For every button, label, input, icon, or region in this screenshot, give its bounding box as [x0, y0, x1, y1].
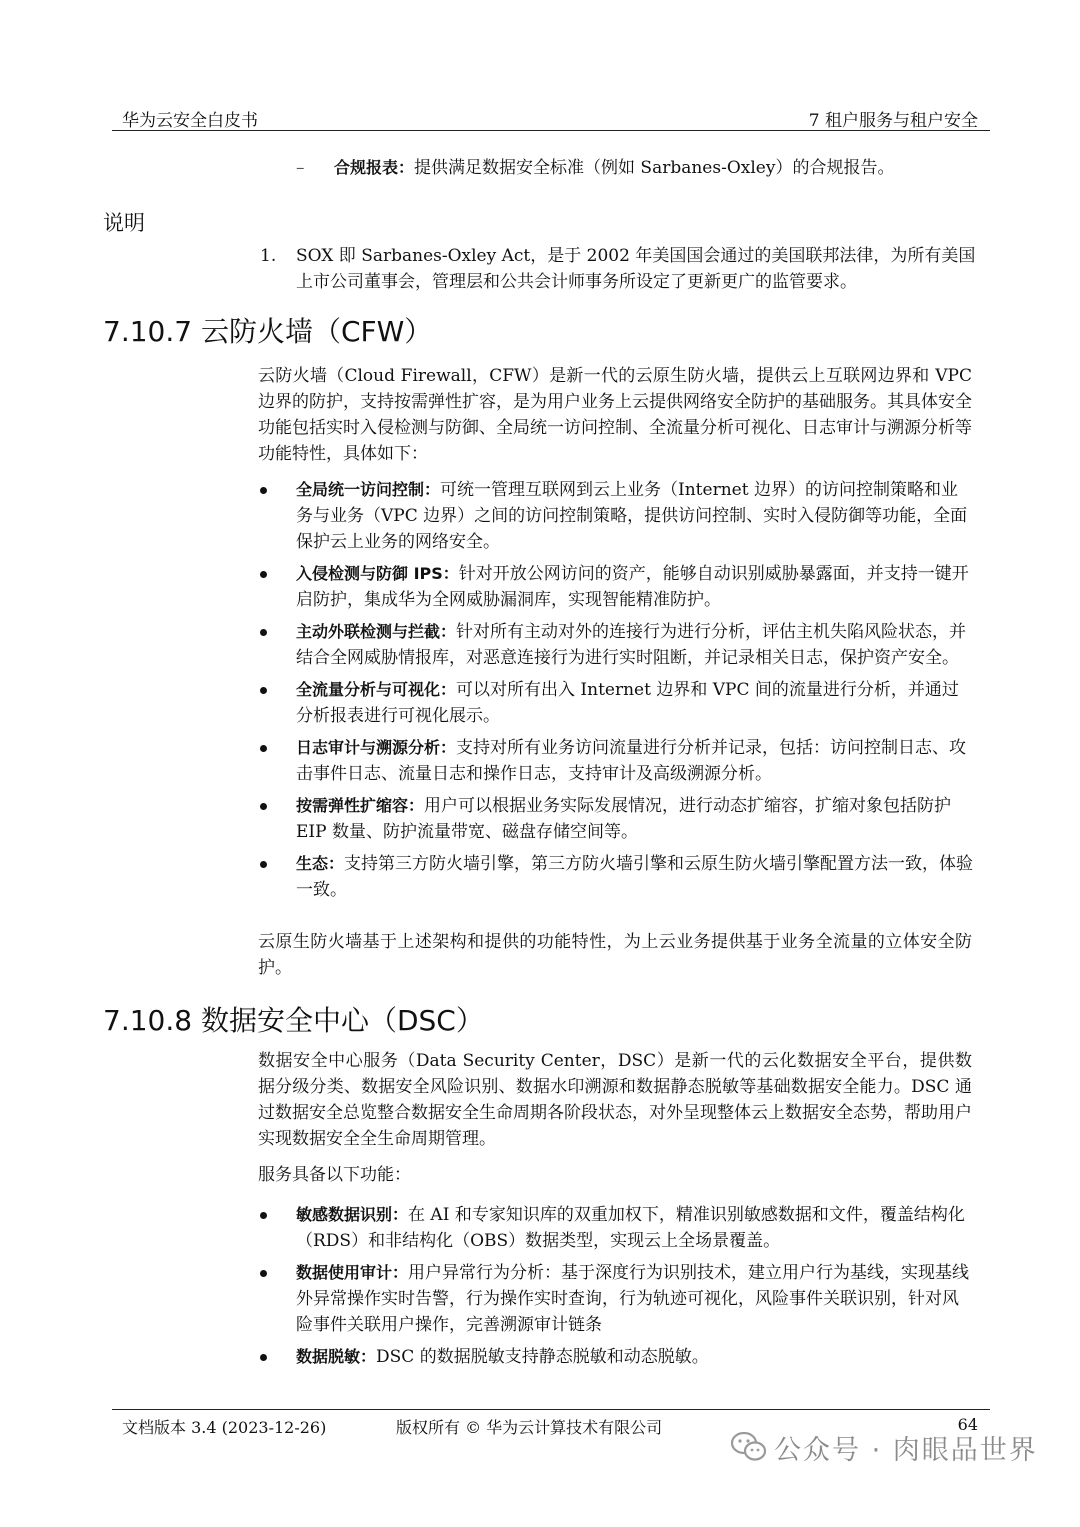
header-doc-title: 华为云安全白皮书 — [122, 111, 258, 131]
footer-version: 文档版本 3.4 (2023-12-26) — [122, 1418, 327, 1437]
list-item — [258, 1202, 974, 1254]
header-chapter-title: 7 租户服务与租户安全 — [808, 111, 978, 131]
bullet-icon — [260, 487, 267, 494]
item-text: 用户可以根据业务实际发展情况，进行动态扩缩容，扩缩对象包括防护 EIP 数量、防护流量带宽、磁盘存储空间等。 — [296, 796, 952, 842]
item-text: 支持第三方防火墙引擎，第三方防火墙引擎和云原生防火墙引擎配置方法一致，体验一致。 — [296, 854, 974, 900]
item-text: 针对开放公网访问的资产，能够自动识别威胁暴露面，并支持一键开启防护，集成华为全网威胁漏洞库，实现智能精准防护。 — [296, 564, 969, 610]
item-label: 按需弹性扩缩容： — [296, 796, 425, 815]
dsc-intro: 数据安全中心服务（Data Security Center，DSC）是新一代的云化数据安全平台，提供数据分级分类、数据安全风险识别、数据水印溯源和数据静态脱敏等基础数据安全能力。DSC 通过数据安全总览整合数据安全生命周期各阶段状态，对外呈现整体云上数据安全态势，帮助用户实现数据安全全生命周期管理。 — [258, 1051, 972, 1149]
item-text: 针对所有主动对外的连接行为进行分析，评估主机失陷风险状态，并结合全网威胁情报库，对恶意连接行为进行实时阻断，并记录相关日志，保护资产安全。 — [296, 622, 967, 668]
list-item — [258, 851, 974, 903]
wechat-icon — [730, 1430, 768, 1471]
item-label: 主动外联检测与拦截： — [296, 622, 457, 641]
list-item — [258, 793, 974, 845]
bullet-icon — [260, 861, 267, 868]
note-text: SOX 即 Sarbanes-Oxley Act，是于 2002 年美国国会通过的美国联邦法律，为所有美国上市公司董事会，管理层和公共会计师事务所设定了更新更广的监管要求。 — [296, 246, 976, 292]
dash-marker: – — [296, 158, 305, 178]
item-text: 在 AI 和专家知识库的双重加权下，精准识别敏感数据和文件，覆盖结构化（RDS）和非结构化（OBS）数据类型，实现云上全场景覆盖。 — [296, 1205, 965, 1251]
note-title: 说明 — [103, 211, 145, 235]
watermark-text: 公众号 · 肉眼品世界 — [774, 1435, 1038, 1466]
item-text: DSC 的数据脱敏支持静态脱敏和动态脱敏。 — [376, 1347, 709, 1367]
list-item — [258, 1260, 974, 1338]
item-label: 全局统一访问控制： — [296, 480, 441, 499]
bullet-icon — [260, 745, 267, 752]
item-label: 敏感数据识别： — [296, 1205, 409, 1224]
item-text: 用户异常行为分析：基于深度行为识别技术，建立用户行为基线，实现基线外异常操作实时告警，行为操作实时查询，行为轨迹可视化，风险事件关联识别，针对风险事件关联用户操作，完善溯源审计链条 — [296, 1263, 970, 1335]
item-text: 可以对所有出入 Internet 边界和 VPC 间的流量进行分析，并通过分析报表进行可视化展示。 — [296, 680, 959, 726]
item-label: 生态： — [296, 854, 345, 873]
item-label: 数据使用审计： — [296, 1263, 409, 1282]
bullet-icon — [260, 1354, 267, 1361]
item-label: 全流量分析与可视化： — [296, 680, 457, 699]
item-text: 可统一管理互联网到云上业务（Internet 边界）的访问控制策略和业务与业务（VPC 边界）之间的访问控制策略，提供访问控制、实时入侵防御等功能，全面保护云上业务的网络安全。 — [296, 480, 968, 552]
bullet-icon — [260, 1212, 267, 1219]
dsc-lead: 服务具备以下功能： — [258, 1165, 411, 1185]
item-text: 支持对所有业务访问流量进行分析并记录，包括：访问控制日志、攻击事件日志、流量日志和操作日志，支持审计及高级溯源分析。 — [296, 738, 967, 784]
cfw-outro: 云原生防火墙基于上述架构和提供的功能特性，为上云业务提供基于业务全流量的立体安全防护。 — [258, 932, 972, 978]
cfw-intro: 云防火墙（Cloud Firewall，CFW）是新一代的云原生防火墙，提供云上互联网边界和 VPC 边界的防护，支持按需弹性扩容，是为用户业务上云提供网络安全防护的基础服务。其具体安全功能包括实时入侵检测与防御、全局统一访问控制、全流量分析可视化、日志审计与溯源分析等功能特性，具体如下： — [258, 366, 972, 464]
note-item — [260, 243, 980, 295]
compliance-label: 合规报表： — [334, 158, 415, 177]
item-label: 数据脱敏： — [296, 1347, 377, 1366]
compliance-text: 提供满足数据安全标准（例如 Sarbanes-Oxley）的合规报告。 — [414, 158, 895, 178]
dsc-feature-list — [258, 1202, 974, 1376]
bullet-icon — [260, 803, 267, 810]
bullet-icon — [260, 629, 267, 636]
cfw-feature-list — [258, 477, 974, 909]
bullet-icon — [260, 1270, 267, 1277]
bullet-icon — [260, 687, 267, 694]
item-label: 入侵检测与防御 IPS： — [296, 564, 459, 583]
list-item — [258, 619, 974, 671]
list-item — [258, 477, 974, 555]
dsc-heading: 7.10.8 数据安全中心（DSC） — [103, 1004, 484, 1037]
list-item — [258, 735, 974, 787]
cfw-heading: 7.10.7 云防火墙（CFW） — [103, 315, 433, 348]
list-item — [258, 1344, 974, 1370]
page-number: 64 — [957, 1415, 978, 1434]
bullet-icon — [260, 571, 267, 578]
item-label: 日志审计与溯源分析： — [296, 738, 457, 757]
list-item — [258, 677, 974, 729]
footer-copyright: 版权所有 © 华为云计算技术有限公司 — [396, 1418, 663, 1437]
page-header — [112, 104, 990, 131]
list-item — [258, 561, 974, 613]
note-number: 1. — [260, 246, 277, 266]
page-footer — [112, 1409, 990, 1437]
